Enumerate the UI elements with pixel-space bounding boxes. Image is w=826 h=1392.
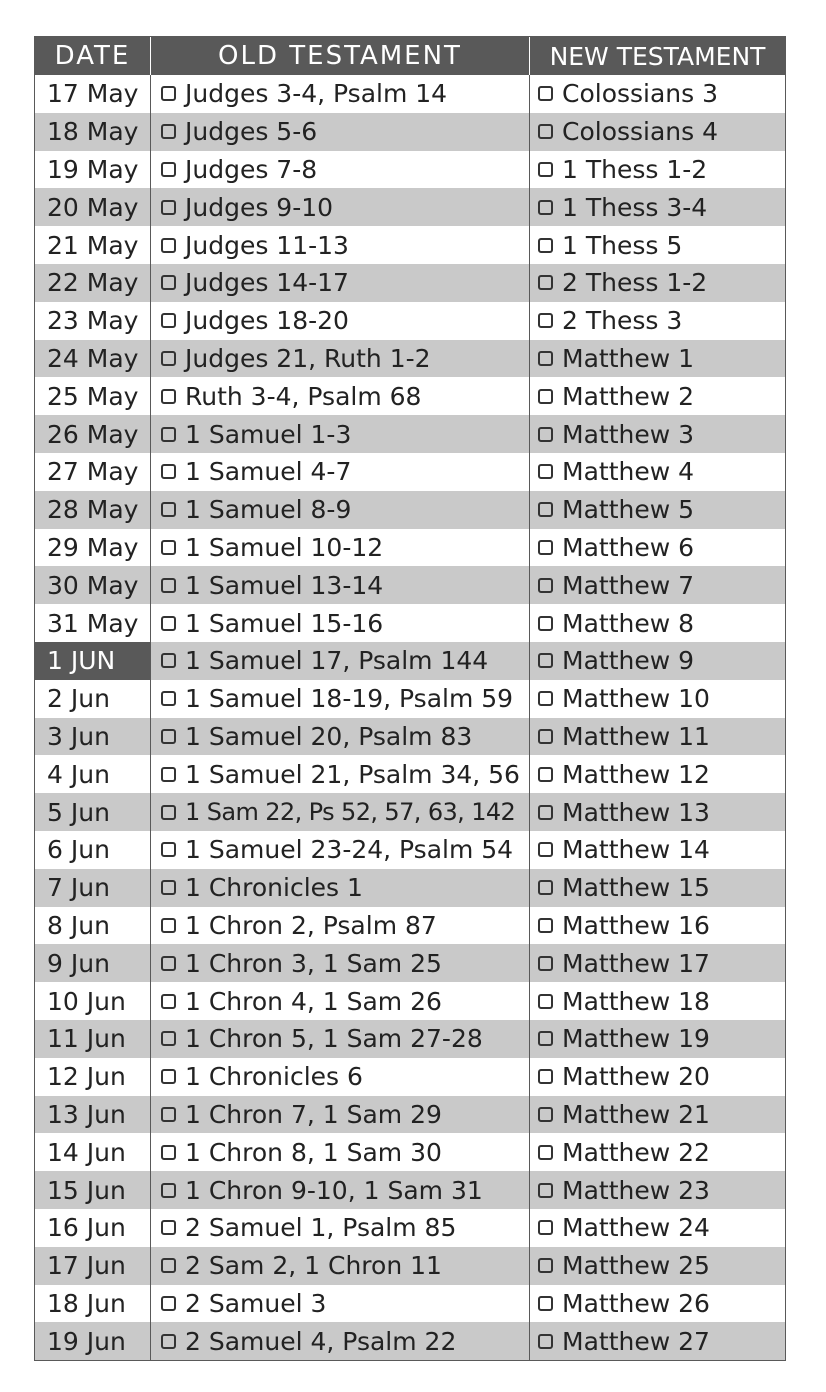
checkbox-icon[interactable] <box>161 691 176 706</box>
table-row <box>35 907 785 945</box>
checkbox-icon[interactable] <box>538 956 553 971</box>
table-row <box>35 1133 785 1171</box>
checkbox-icon[interactable] <box>538 805 553 820</box>
checkbox-icon[interactable] <box>538 1031 553 1046</box>
date-cell: 17 May <box>35 75 151 113</box>
old-testament-label: 1 Samuel 17, Psalm 144 <box>185 646 489 676</box>
checkbox-icon[interactable] <box>538 994 553 1009</box>
checkbox-icon[interactable] <box>538 540 553 555</box>
new-testament-label: Matthew 12 <box>562 759 710 789</box>
checkbox-icon[interactable] <box>161 351 176 366</box>
checkbox-icon[interactable] <box>161 767 176 782</box>
table-row <box>35 113 785 151</box>
old-testament-label: 1 Samuel 20, Psalm 83 <box>185 721 473 751</box>
new-testament-reading <box>530 1171 785 1209</box>
old-testament-label: Judges 7-8 <box>185 154 318 184</box>
old-testament-label: 1 Chron 2, Psalm 87 <box>185 910 437 940</box>
old-testament-label: 1 Chron 7, 1 Sam 29 <box>185 1099 442 1129</box>
checkbox-icon[interactable] <box>538 767 553 782</box>
old-testament-label: Judges 14-17 <box>185 268 349 298</box>
header-new-testament: NEW TESTAMENT <box>549 41 766 71</box>
date-cell: 21 May <box>35 226 151 264</box>
table-row <box>35 718 785 756</box>
checkbox-icon[interactable] <box>538 842 553 857</box>
old-testament-reading <box>151 566 530 604</box>
table-row <box>35 75 785 113</box>
old-testament-label: 1 Chron 9-10, 1 Sam 31 <box>185 1175 483 1205</box>
new-testament-reading <box>530 718 785 756</box>
date-cell-current: 1 JUN <box>35 642 151 680</box>
checkbox-icon[interactable] <box>538 86 553 101</box>
old-testament-label: 1 Chronicles 6 <box>185 1062 363 1092</box>
checkbox-icon[interactable] <box>538 200 553 215</box>
checkbox-icon[interactable] <box>538 389 553 404</box>
new-testament-reading <box>530 869 785 907</box>
checkbox-icon[interactable] <box>161 1069 176 1084</box>
old-testament-label: 1 Sam 22, Ps 52, 57, 63, 142 <box>185 798 516 827</box>
header-date: DATE <box>35 37 151 75</box>
new-testament-label: Matthew 13 <box>562 797 710 827</box>
old-testament-label: 1 Chron 4, 1 Sam 26 <box>185 986 442 1016</box>
new-testament-label: Matthew 25 <box>562 1251 710 1281</box>
date-cell: 7 Jun <box>35 869 151 907</box>
new-testament-label: Matthew 6 <box>562 532 695 562</box>
date-cell: 6 Jun <box>35 831 151 869</box>
old-testament-reading <box>151 453 530 491</box>
old-testament-reading <box>151 755 530 793</box>
new-testament-label: Matthew 21 <box>562 1099 710 1129</box>
old-testament-label: 1 Samuel 8-9 <box>185 495 352 525</box>
old-testament-reading <box>151 1096 530 1134</box>
old-testament-label: 1 Chronicles 1 <box>185 873 363 903</box>
table-row <box>35 1209 785 1247</box>
date-cell: 4 Jun <box>35 755 151 793</box>
new-testament-label: Matthew 9 <box>562 646 695 676</box>
checkbox-icon[interactable] <box>161 540 176 555</box>
date-cell: 24 May <box>35 340 151 378</box>
table-row <box>35 491 785 529</box>
date-cell: 26 May <box>35 415 151 453</box>
new-testament-reading <box>530 377 785 415</box>
new-testament-reading <box>530 113 785 151</box>
checkbox-icon[interactable] <box>538 1334 553 1349</box>
new-testament-reading <box>530 1096 785 1134</box>
new-testament-label: 1 Thess 1-2 <box>562 154 708 184</box>
new-testament-reading <box>530 1285 785 1323</box>
old-testament-reading <box>151 113 530 151</box>
checkbox-icon[interactable] <box>161 994 176 1009</box>
table-row <box>35 226 785 264</box>
new-testament-reading <box>530 1247 785 1285</box>
checkbox-icon[interactable] <box>538 351 553 366</box>
new-testament-label: 1 Thess 3-4 <box>562 192 708 222</box>
checkbox-icon[interactable] <box>161 1220 176 1235</box>
new-testament-reading <box>530 1058 785 1096</box>
new-testament-reading <box>530 680 785 718</box>
new-testament-reading <box>530 755 785 793</box>
new-testament-label: Matthew 19 <box>562 1024 710 1054</box>
new-testament-label: Matthew 8 <box>562 608 695 638</box>
checkbox-icon[interactable] <box>538 1107 553 1122</box>
table-row <box>35 529 785 567</box>
checkbox-icon[interactable] <box>538 1296 553 1311</box>
old-testament-reading <box>151 188 530 226</box>
table-row <box>35 377 785 415</box>
new-testament-reading <box>530 566 785 604</box>
checkbox-icon[interactable] <box>161 842 176 857</box>
date-cell: 20 May <box>35 188 151 226</box>
old-testament-reading <box>151 264 530 302</box>
old-testament-reading <box>151 642 530 680</box>
old-testament-reading <box>151 793 530 831</box>
date-cell: 29 May <box>35 529 151 567</box>
checkbox-icon[interactable] <box>161 275 176 290</box>
old-testament-reading <box>151 529 530 567</box>
old-testament-reading <box>151 226 530 264</box>
old-testament-reading <box>151 869 530 907</box>
old-testament-reading <box>151 1322 530 1360</box>
checkbox-icon[interactable] <box>161 162 176 177</box>
old-testament-label: 1 Samuel 4-7 <box>185 457 352 487</box>
old-testament-label: 1 Samuel 1-3 <box>185 419 352 449</box>
checkbox-icon[interactable] <box>161 464 176 479</box>
checkbox-icon[interactable] <box>161 313 176 328</box>
table-row <box>35 415 785 453</box>
date-cell: 19 May <box>35 151 151 189</box>
new-testament-label: 2 Thess 1-2 <box>562 268 708 298</box>
date-cell: 12 Jun <box>35 1058 151 1096</box>
old-testament-reading <box>151 1058 530 1096</box>
old-testament-reading <box>151 415 530 453</box>
checkbox-icon[interactable] <box>161 389 176 404</box>
old-testament-label: Judges 9-10 <box>185 192 334 222</box>
checkbox-icon[interactable] <box>161 502 176 517</box>
checkbox-icon[interactable] <box>161 1183 176 1198</box>
old-testament-label: Judges 3-4, Psalm 14 <box>185 79 448 109</box>
checkbox-icon[interactable] <box>538 1258 553 1273</box>
new-testament-reading <box>530 907 785 945</box>
new-testament-reading <box>530 793 785 831</box>
new-testament-reading <box>530 226 785 264</box>
old-testament-reading <box>151 680 530 718</box>
date-cell: 31 May <box>35 604 151 642</box>
old-testament-label: 1 Chron 8, 1 Sam 30 <box>185 1137 442 1167</box>
new-testament-reading <box>530 264 785 302</box>
old-testament-label: 2 Samuel 3 <box>185 1288 327 1318</box>
checkbox-icon[interactable] <box>161 1334 176 1349</box>
date-cell: 27 May <box>35 453 151 491</box>
old-testament-label: 2 Samuel 4, Psalm 22 <box>185 1326 457 1356</box>
table-row <box>35 604 785 642</box>
old-testament-label: 1 Samuel 13-14 <box>185 570 384 600</box>
table-row <box>35 642 785 680</box>
old-testament-reading <box>151 1133 530 1171</box>
new-testament-label: Matthew 4 <box>562 457 695 487</box>
checkbox-icon[interactable] <box>538 464 553 479</box>
checkbox-icon[interactable] <box>538 427 553 442</box>
new-testament-reading <box>530 982 785 1020</box>
checkbox-icon[interactable] <box>161 616 176 631</box>
date-cell: 11 Jun <box>35 1020 151 1058</box>
table-body <box>35 75 785 1360</box>
old-testament-reading <box>151 491 530 529</box>
new-testament-reading <box>530 1209 785 1247</box>
old-testament-label: 1 Chron 3, 1 Sam 25 <box>185 948 442 978</box>
new-testament-reading <box>530 302 785 340</box>
new-testament-label: Matthew 18 <box>562 986 710 1016</box>
new-testament-label: Matthew 20 <box>562 1062 710 1092</box>
checkbox-icon[interactable] <box>161 1296 176 1311</box>
new-testament-label: 1 Thess 5 <box>562 230 683 260</box>
table-row <box>35 1171 785 1209</box>
new-testament-reading <box>530 151 785 189</box>
date-cell: 5 Jun <box>35 793 151 831</box>
checkbox-icon[interactable] <box>161 918 176 933</box>
date-cell: 3 Jun <box>35 718 151 756</box>
checkbox-icon[interactable] <box>161 578 176 593</box>
checkbox-icon[interactable] <box>161 880 176 895</box>
old-testament-reading <box>151 302 530 340</box>
date-cell: 17 Jun <box>35 1247 151 1285</box>
date-cell: 28 May <box>35 491 151 529</box>
new-testament-label: Matthew 5 <box>562 495 695 525</box>
date-cell: 18 Jun <box>35 1285 151 1323</box>
new-testament-label: Matthew 1 <box>562 343 695 373</box>
checkbox-icon[interactable] <box>161 805 176 820</box>
date-cell: 8 Jun <box>35 907 151 945</box>
new-testament-label: Matthew 10 <box>562 684 710 714</box>
checkbox-icon[interactable] <box>538 653 553 668</box>
date-cell: 18 May <box>35 113 151 151</box>
old-testament-reading <box>151 340 530 378</box>
new-testament-reading <box>530 188 785 226</box>
checkbox-icon[interactable] <box>538 238 553 253</box>
date-cell: 23 May <box>35 302 151 340</box>
checkbox-icon[interactable] <box>538 578 553 593</box>
new-testament-label: Matthew 3 <box>562 419 695 449</box>
table-row <box>35 453 785 491</box>
new-testament-label: Matthew 2 <box>562 381 695 411</box>
old-testament-label: 1 Samuel 10-12 <box>185 532 384 562</box>
old-testament-label: Judges 5-6 <box>185 117 318 147</box>
old-testament-reading <box>151 377 530 415</box>
new-testament-reading <box>530 491 785 529</box>
new-testament-label: Matthew 7 <box>562 570 695 600</box>
checkbox-icon[interactable] <box>161 427 176 442</box>
table-row <box>35 1247 785 1285</box>
new-testament-label: Matthew 11 <box>562 721 710 751</box>
old-testament-reading <box>151 1171 530 1209</box>
date-cell: 9 Jun <box>35 944 151 982</box>
new-testament-reading <box>530 642 785 680</box>
old-testament-label: 1 Samuel 15-16 <box>185 608 384 638</box>
checkbox-icon[interactable] <box>538 1220 553 1235</box>
new-testament-reading <box>530 529 785 567</box>
checkbox-icon[interactable] <box>538 616 553 631</box>
old-testament-label: Judges 11-13 <box>185 230 349 260</box>
checkbox-icon[interactable] <box>538 691 553 706</box>
checkbox-icon[interactable] <box>538 1069 553 1084</box>
date-cell: 10 Jun <box>35 982 151 1020</box>
checkbox-icon[interactable] <box>161 729 176 744</box>
table-row <box>35 566 785 604</box>
old-testament-label: Judges 18-20 <box>185 306 349 336</box>
new-testament-label: Colossians 4 <box>562 117 719 147</box>
new-testament-label: Matthew 23 <box>562 1175 710 1205</box>
new-testament-reading <box>530 1133 785 1171</box>
checkbox-icon[interactable] <box>538 502 553 517</box>
date-cell: 19 Jun <box>35 1322 151 1360</box>
checkbox-icon[interactable] <box>161 238 176 253</box>
checkbox-icon[interactable] <box>538 880 553 895</box>
old-testament-reading <box>151 151 530 189</box>
checkbox-icon[interactable] <box>538 275 553 290</box>
new-testament-label: 2 Thess 3 <box>562 306 683 336</box>
table-row <box>35 264 785 302</box>
new-testament-reading <box>530 340 785 378</box>
old-testament-label: 1 Chron 5, 1 Sam 27-28 <box>185 1024 483 1054</box>
new-testament-label: Matthew 15 <box>562 873 710 903</box>
checkbox-icon[interactable] <box>538 918 553 933</box>
old-testament-label: 2 Samuel 1, Psalm 85 <box>185 1213 457 1243</box>
table-row <box>35 944 785 982</box>
new-testament-reading <box>530 415 785 453</box>
new-testament-label: Matthew 27 <box>562 1326 710 1356</box>
checkbox-icon[interactable] <box>161 1258 176 1273</box>
old-testament-label: Ruth 3-4, Psalm 68 <box>185 381 422 411</box>
old-testament-reading <box>151 944 530 982</box>
new-testament-reading <box>530 604 785 642</box>
checkbox-icon[interactable] <box>538 124 553 139</box>
checkbox-icon[interactable] <box>161 1107 176 1122</box>
new-testament-reading <box>530 1020 785 1058</box>
old-testament-label: Judges 21, Ruth 1-2 <box>185 343 431 373</box>
table-row <box>35 1096 785 1134</box>
checkbox-icon[interactable] <box>538 729 553 744</box>
new-testament-reading <box>530 831 785 869</box>
date-cell: 2 Jun <box>35 680 151 718</box>
date-cell: 16 Jun <box>35 1209 151 1247</box>
old-testament-reading <box>151 982 530 1020</box>
table-row <box>35 340 785 378</box>
old-testament-reading <box>151 1247 530 1285</box>
old-testament-reading <box>151 75 530 113</box>
old-testament-reading <box>151 1285 530 1323</box>
date-cell: 13 Jun <box>35 1096 151 1134</box>
checkbox-icon[interactable] <box>161 956 176 971</box>
table-row <box>35 680 785 718</box>
table-row <box>35 151 785 189</box>
checkbox-icon[interactable] <box>161 1145 176 1160</box>
table-row <box>35 755 785 793</box>
checkbox-icon[interactable] <box>538 162 553 177</box>
new-testament-reading <box>530 453 785 491</box>
old-testament-reading <box>151 1209 530 1247</box>
table-row <box>35 793 785 831</box>
old-testament-reading <box>151 604 530 642</box>
new-testament-label: Matthew 22 <box>562 1137 710 1167</box>
old-testament-label: 2 Sam 2, 1 Chron 11 <box>185 1251 442 1281</box>
table-header <box>35 37 785 75</box>
checkbox-icon[interactable] <box>161 86 176 101</box>
new-testament-label: Matthew 16 <box>562 910 710 940</box>
checkbox-icon[interactable] <box>161 124 176 139</box>
header-old-testament: OLD TESTAMENT <box>151 37 530 75</box>
table-row <box>35 302 785 340</box>
checkbox-icon[interactable] <box>538 1183 553 1198</box>
checkbox-icon[interactable] <box>538 313 553 328</box>
table-row <box>35 1020 785 1058</box>
old-testament-reading <box>151 831 530 869</box>
date-cell: 14 Jun <box>35 1133 151 1171</box>
table-row <box>35 188 785 226</box>
date-cell: 25 May <box>35 377 151 415</box>
date-cell: 22 May <box>35 264 151 302</box>
table-row <box>35 869 785 907</box>
checkbox-icon[interactable] <box>161 1031 176 1046</box>
old-testament-reading <box>151 907 530 945</box>
new-testament-reading <box>530 75 785 113</box>
new-testament-label: Matthew 17 <box>562 948 710 978</box>
table-row <box>35 982 785 1020</box>
reading-plan-table <box>34 36 786 1361</box>
table-row <box>35 1058 785 1096</box>
table-row <box>35 831 785 869</box>
new-testament-label: Matthew 26 <box>562 1288 710 1318</box>
checkbox-icon[interactable] <box>161 653 176 668</box>
old-testament-reading <box>151 1020 530 1058</box>
new-testament-label: Matthew 24 <box>562 1213 710 1243</box>
old-testament-label: 1 Samuel 23-24, Psalm 54 <box>185 835 514 865</box>
new-testament-reading <box>530 944 785 982</box>
new-testament-reading <box>530 1322 785 1360</box>
date-cell: 15 Jun <box>35 1171 151 1209</box>
old-testament-reading <box>151 718 530 756</box>
checkbox-icon[interactable] <box>538 1145 553 1160</box>
checkbox-icon[interactable] <box>161 200 176 215</box>
old-testament-label: 1 Samuel 21, Psalm 34, 56 <box>185 759 520 789</box>
date-cell: 30 May <box>35 566 151 604</box>
old-testament-label: 1 Samuel 18-19, Psalm 59 <box>185 684 514 714</box>
new-testament-label: Colossians 3 <box>562 79 719 109</box>
table-row <box>35 1285 785 1323</box>
new-testament-label: Matthew 14 <box>562 835 710 865</box>
table-row <box>35 1322 785 1360</box>
